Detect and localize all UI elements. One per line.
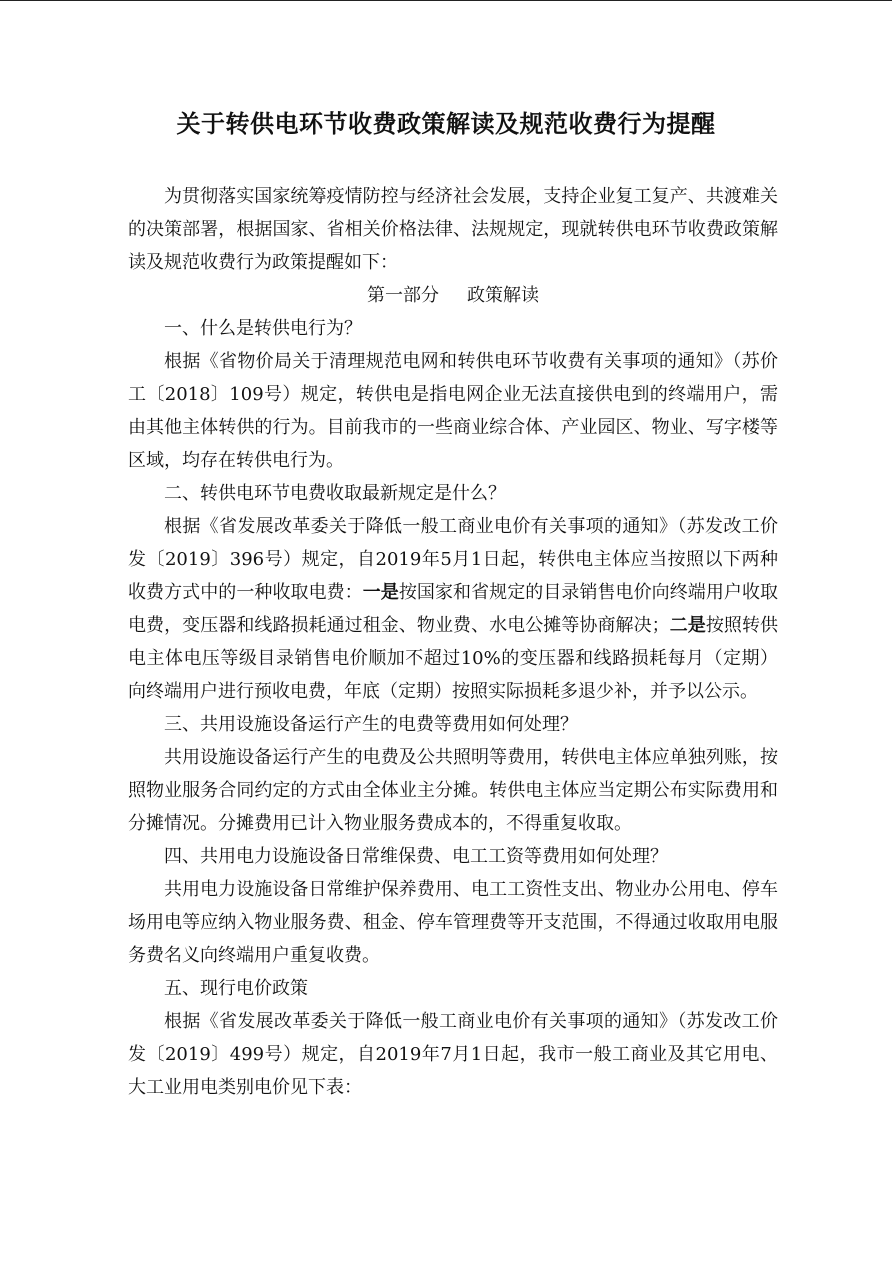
section-5-paragraph: 根据《省发展改革委关于降低一般工商业电价有关事项的通知》（苏发改工价发〔2019〕499号）规定，自2019年7月1日起，我市一般工商业及其它用电、大工业用电类别电价见下表：: [128, 1011, 779, 1098]
intro-paragraph: 为贯彻落实国家统筹疫情防控与经济社会发展，支持企业复工复产、共渡难关的决策部署，根据国家、省相关价格法律、法规规定，现就转供电环节收费政策解读及规范收费行为政策提醒如下：: [128, 186, 778, 273]
section-4-heading: 四、共用电力设施设备日常维保费、电工工资等费用如何处理？: [164, 846, 668, 867]
part-heading: [128, 279, 778, 312]
section-2-heading: 二、转供电环节电费收取最新规定是什么？: [164, 483, 506, 504]
section-3-heading: 三、共用设施设备运行产生的电费等费用如何处理？: [164, 714, 578, 735]
option-one-label: 一是: [362, 582, 399, 603]
option-two-label: 二是: [669, 615, 706, 636]
document-title: 关于转供电环节收费政策解读及规范收费行为提醒: [176, 109, 716, 138]
part-title: 政策解读: [467, 285, 539, 306]
section-4-paragraph: 共用电力设施设备日常维护保养费用、电工工资性支出、物业办公用电、停车场用电等应纳入物业服务费、租金、停车管理费等开支范围，不得通过收取用电服务费名义向终端用户重复收费。: [128, 879, 778, 966]
option-one-text: 按国家和省规定的目录销售电价向终端用户收取电费，变压器和线路损耗通过租金、物业费、水电公摊等协商解决；: [128, 582, 779, 636]
part-label: 第一部分: [367, 285, 439, 306]
section-1-heading: 一、什么是转供电行为？: [164, 318, 362, 339]
section-3-paragraph: 共用设施设备运行产生的电费及公共照明等费用，转供电主体应单独列账，按照物业服务合同约定的方式由全体业主分摊。转供电主体应当定期公布实际费用和分摊情况。分摊费用已计入物业服务费成本的，不得重复收取。: [128, 747, 778, 834]
page-top-border: [0, 0, 892, 1]
document-body: [128, 180, 778, 1104]
section-2-paragraph: [128, 510, 778, 708]
section-2-text-intro: 根据《省发展改革委关于降低一般工商业电价有关事项的通知》（苏发改工价发〔2019〕396号）规定，自2019年5月1日起，转供电主体应当按照以下两种收费方式中的一种收取电费：: [128, 516, 779, 603]
option-two-text: 按照转供电主体电压等级目录销售电价顺加不超过10%的变压器和线路损耗每月（定期）向终端用户进行预收电费，年底（定期）按照实际损耗多退少补，并予以公示。: [128, 615, 778, 702]
section-5-heading: 五、现行电价政策: [164, 978, 308, 999]
section-1-paragraph: 根据《省物价局关于清理规范电网和转供电环节收费有关事项的通知》（苏价工〔2018〕109号）规定，转供电是指电网企业无法直接供电到的终端用户，需由其他主体转供的行为。目前我市的一些商业综合体、产业园区、物业、写字楼等区域，均存在转供电行为。: [128, 351, 778, 471]
